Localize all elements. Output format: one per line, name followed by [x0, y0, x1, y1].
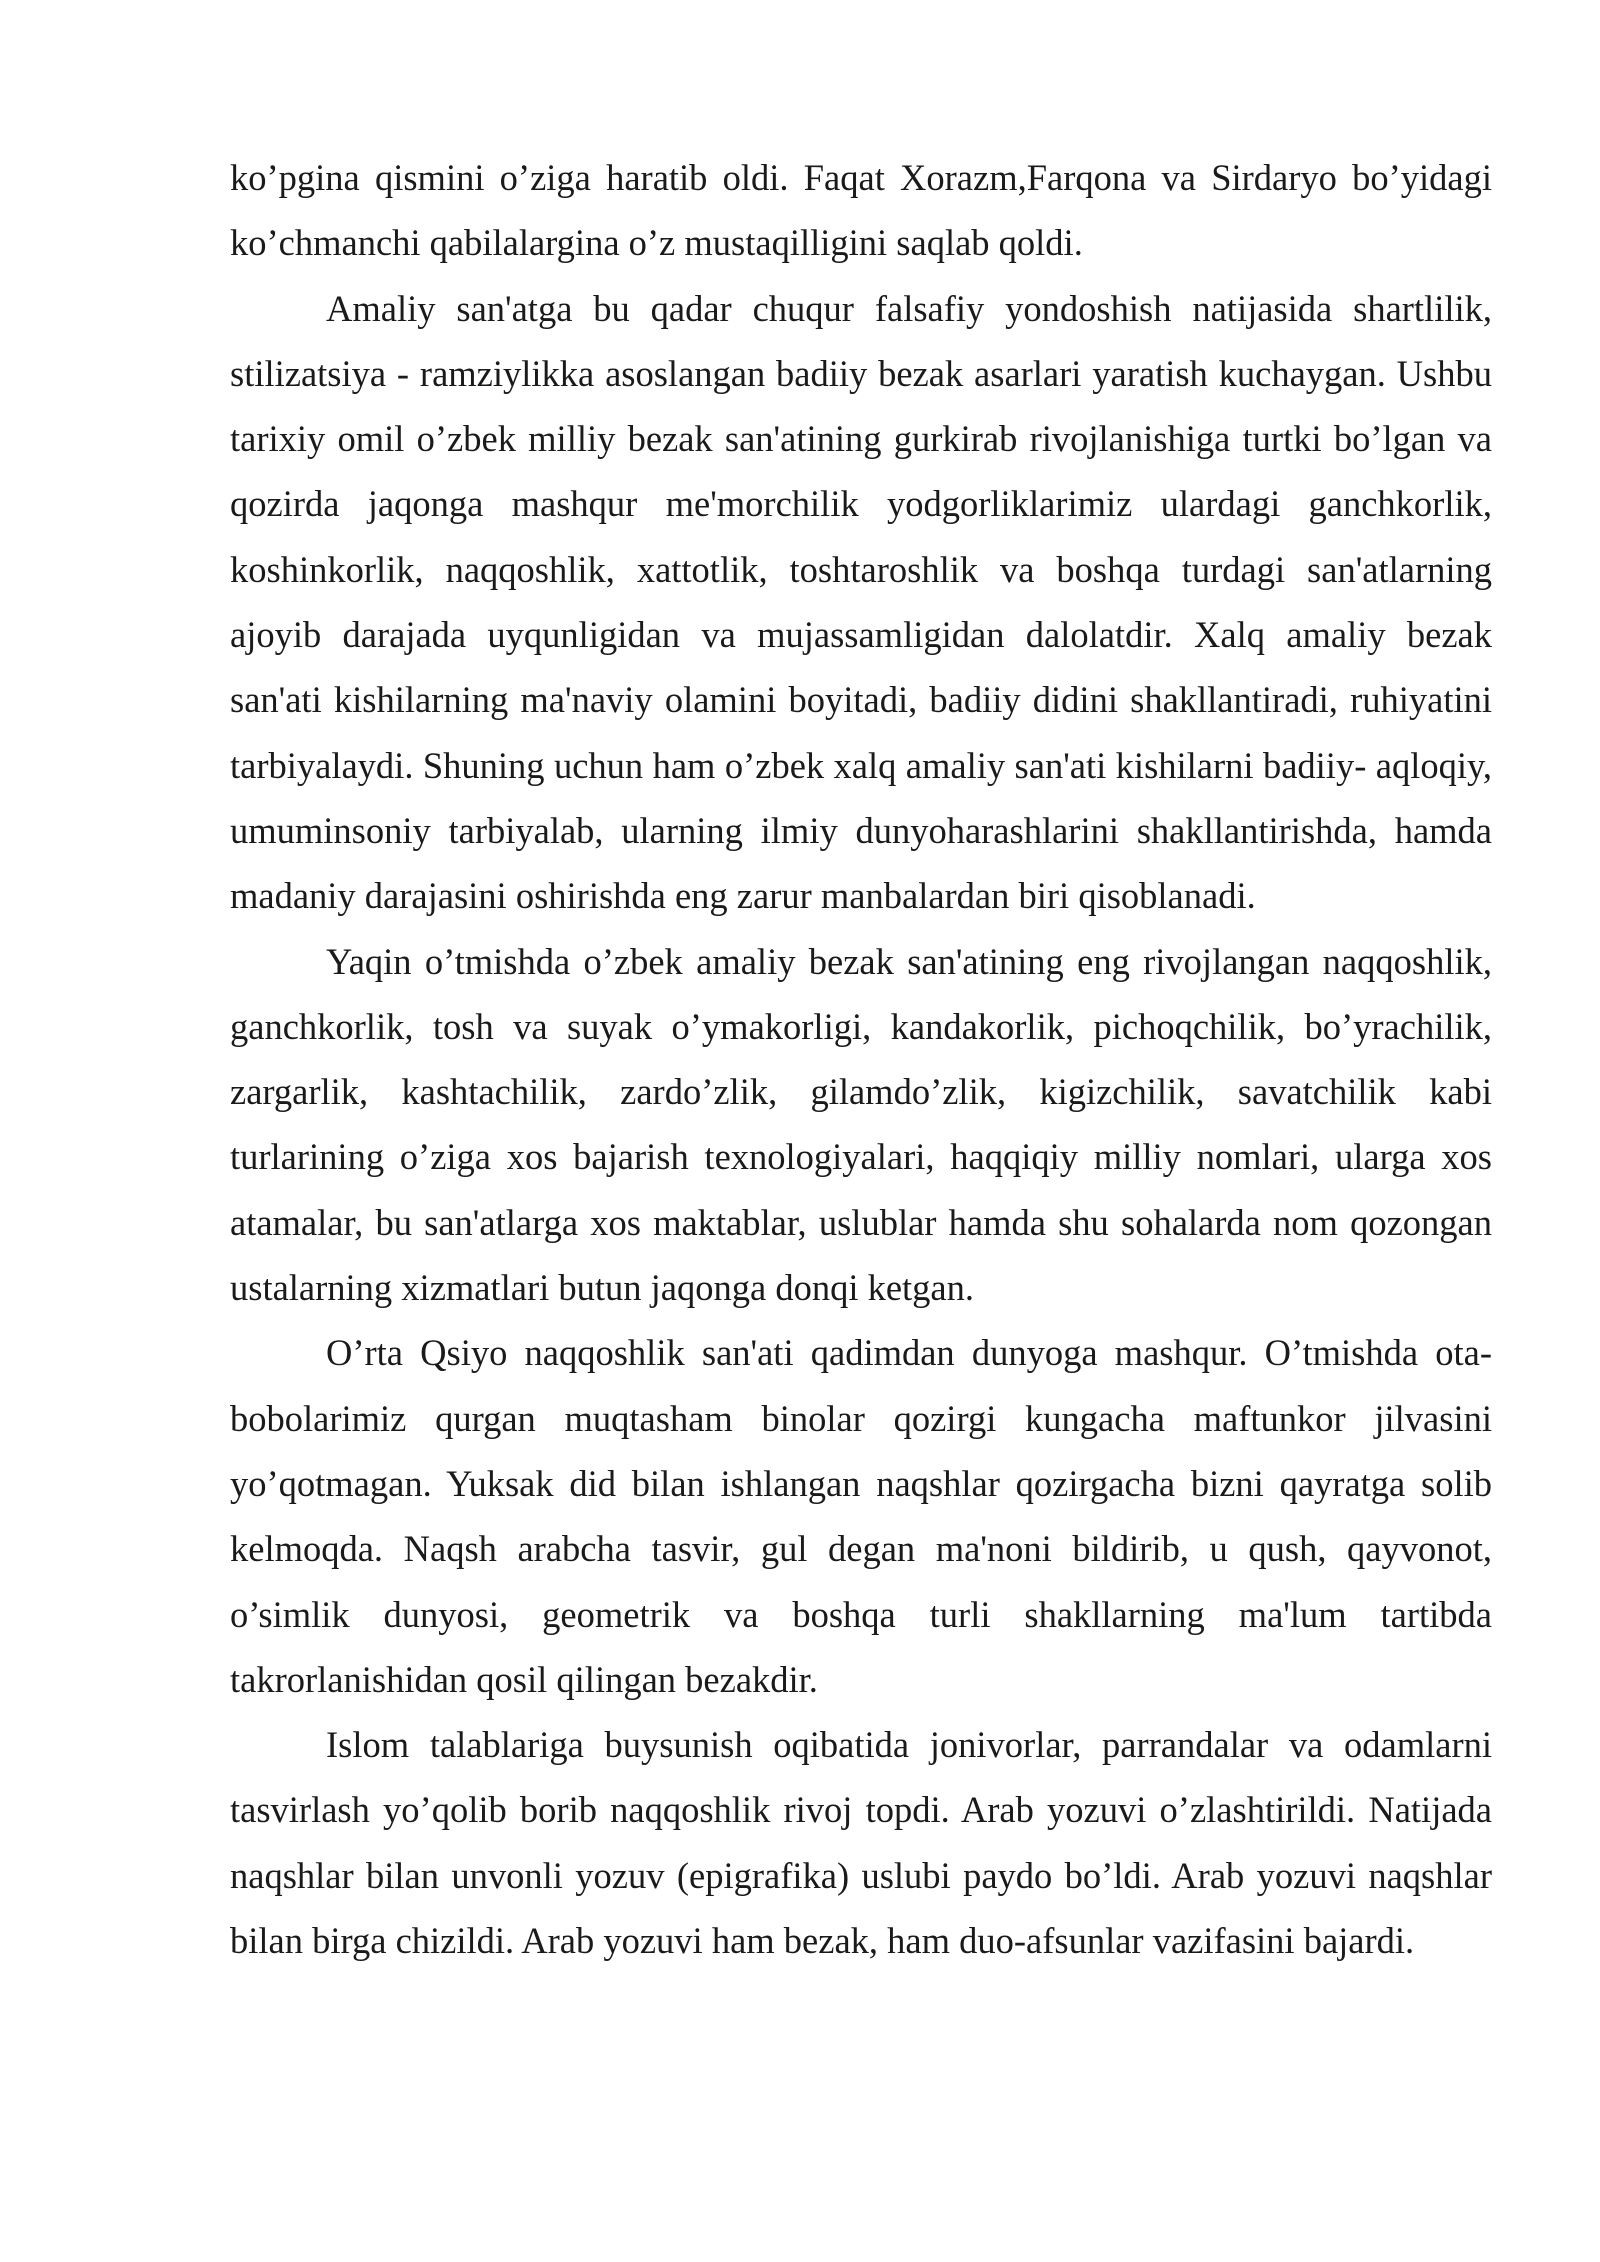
- paragraph-3: Yaqin o’tmishda o’zbek amaliy bezak san'atining eng rivojlangan naqqoshlik, ganchkorlik, tosh va suyak o’ymakorligi, kandakorlik, pichoqchilik, bo’yrachilik, zargarlik, kashtachilik, zardo’zlik, gilamdo’zlik, kigizchilik, savatchilik kabi turlarining o’ziga xos bajarish texnologiyalari, haqqiqiy milliy nomlari, ularga xos atamalar, bu san'atlarga xos maktablar, uslublar hamda shu sohalarda nom qozongan ustalarning xizmatlari butun jaqonga donqi ketgan.: [230, 940, 1492, 1309]
- paragraph-5: Islom talablariga buysunish oqibatida jonivorlar, parrandalar va odamlarni tasvirlash yo’qolib borib naqqoshlik rivoj topdi. Arab yozuvi o’zlashtirildi. Natijada naqshlar bilan unvonli yozuv (epigrafika) uslubi paydo bo’ldi. Arab yozuvi naqshlar bilan birga chizildi. Arab yozuvi ham bezak, ham duo-afsunlar vazifasini bajardi.: [230, 1724, 1492, 1962]
- paragraph-4: O’rta Qsiyo naqqoshlik san'ati qadimdan dunyoga mashqur. O’tmishda ota-bobolarimiz qurgan muqtasham binolar qozirgi kungacha maftunkor jilvasini yo’qotmagan. Yuksak did bilan ishlangan naqshlar qozirgacha bizni qayratga solib kelmoqda. Naqsh arabcha tasvir, gul degan ma'noni bildirib, u qush, qayvonot, o’simlik dunyosi, geometrik va boshqa turli shakllarning ma'lum tartibda takrorlanishidan qosil qilingan bezakdir.: [230, 1332, 1492, 1700]
- paragraph-1: ko’pgina qismini o’ziga haratib oldi. Faqat Xorazm,Farqona va Sirdaryo bo’yidagi ko’chmanchi qabilalargina o’z mustaqilligini saqlab qoldi.: [230, 157, 1492, 264]
- paragraph-2: Amaliy san'atga bu qadar chuqur falsafiy yondoshish natijasida shartlilik, stilizatsiya - ramziylikka asoslangan badiiy bezak asarlari yaratish kuchaygan. Ushbu tarixiy omil o’zbek milliy bezak san'atining gurkirab rivojlanishiga turtki bo’lgan va qozirda jaqonga mashqur me'morchilik yodgorliklarimiz ulardagi ganchkorlik, koshinkorlik, naqqoshlik, xattotlik, toshtaroshlik va boshqa turdagi san'atlarning ajoyib darajada uyqunligidan va mujassamligidan dalolatdir. Xalq amaliy bezak san'ati kishilarning ma'naviy olamini boyitadi, badiiy didini shakllantiradi, ruhiyatini tarbiyalaydi. Shuning uchun ham o’zbek xalq amaliy san'ati kishilarni badiiy- aqloqiy, umuminsoniy tarbiyalab, ularning ilmiy dunyoharashlarini shakllantirishda, hamda madaniy darajasini oshirishda eng zarur manbalardan biri qisoblanadi.: [230, 287, 1492, 917]
- document-page: [230, 145, 1492, 1973]
